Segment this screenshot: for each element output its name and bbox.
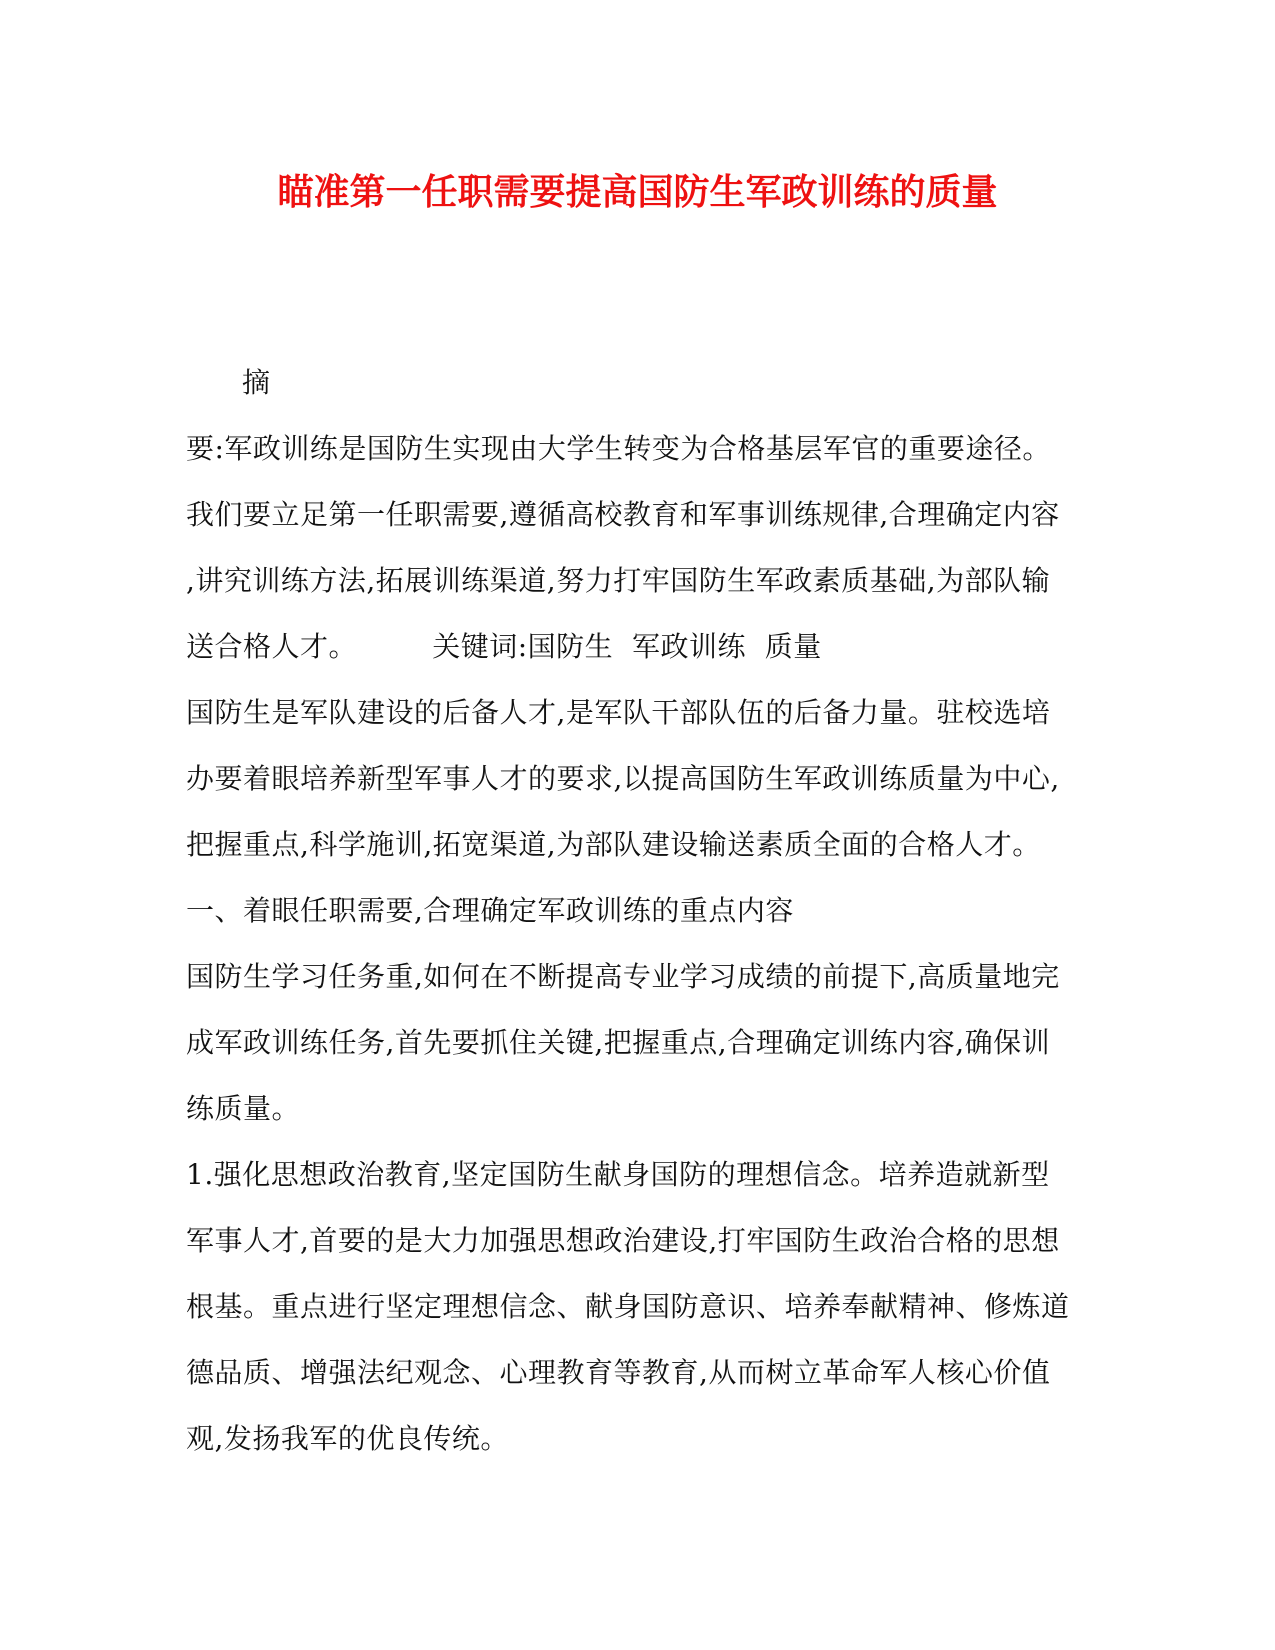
text-line: 送合格人才。 关键词:国防生 军政训练 质量 (186, 630, 822, 663)
text-line: 成军政训练任务,首先要抓住关键,把握重点,合理确定训练内容,确保训 (186, 1026, 1051, 1059)
text-line: 1.强化思想政治教育,坚定国防生献身国防的理想信念。培养造就新型 (186, 1158, 1050, 1191)
text-line: 军事人才,首要的是大力加强思想政治建设,打牢国防生政治合格的思想 (186, 1224, 1060, 1257)
section-heading: 一、着眼任职需要,合理确定军政训练的重点内容 (186, 894, 794, 927)
document-title: 瞄准第一任职需要提高国防生军政训练的质量 (277, 171, 998, 213)
document-body (186, 350, 1096, 1472)
text-line: 观,发扬我军的优良传统。 (186, 1422, 509, 1455)
text-line: 国防生是军队建设的后备人才,是军队干部队伍的后备力量。驻校选培 (186, 696, 1051, 729)
text-line: 要:军政训练是国防生实现由大学生转变为合格基层军官的重要途径。 (186, 432, 1051, 465)
text-line: ,讲究训练方法,拓展训练渠道,努力打牢国防生军政素质基础,为部队输 (186, 564, 1051, 597)
text-line: 办要着眼培养新型军事人才的要求,以提高国防生军政训练质量为中心, (186, 762, 1060, 795)
text-line: 根基。重点进行坚定理想信念、献身国防意识、培养奉献精神、修炼道 (186, 1290, 1070, 1323)
text-line: 国防生学习任务重,如何在不断提高专业学习成绩的前提下,高质量地完 (186, 960, 1060, 993)
text-line: 摘 (242, 366, 271, 399)
text-line: 把握重点,科学施训,拓宽渠道,为部队建设输送素质全面的合格人才。 (186, 828, 1041, 861)
text-line: 德品质、增强法纪观念、心理教育等教育,从而树立革命军人核心价值 (186, 1356, 1051, 1389)
text-line: 练质量。 (186, 1092, 301, 1125)
text-line: 我们要立足第一任职需要,遵循高校教育和军事训练规律,合理确定内容 (186, 498, 1060, 531)
